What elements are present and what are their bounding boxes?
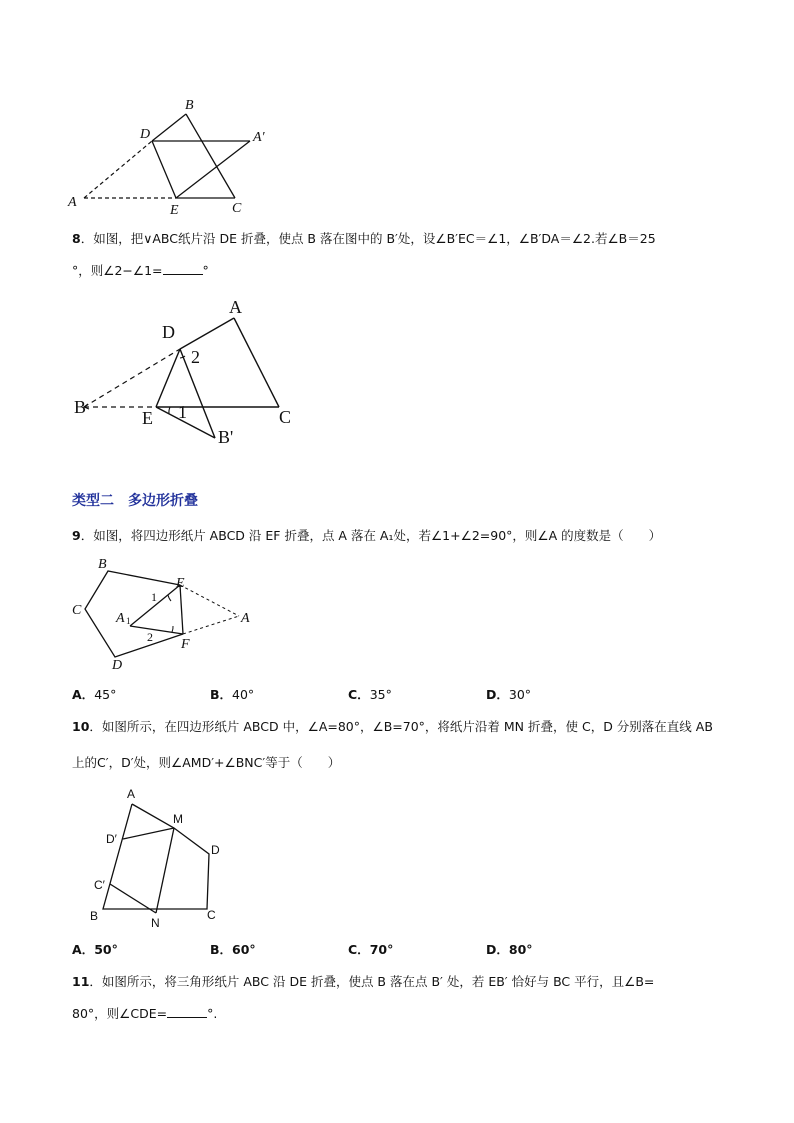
label-E: E — [142, 408, 153, 428]
label-D: D — [162, 322, 175, 342]
label-M: M — [173, 812, 183, 826]
label-A-prime: A′ — [253, 130, 265, 145]
q11-text-line2: 80°，则∠CDE= °. — [72, 1006, 218, 1021]
label-angle-1: 1 — [178, 402, 187, 422]
label-C: C — [279, 407, 292, 427]
label-F: F — [181, 637, 190, 652]
label-C: C — [72, 603, 82, 618]
label-A1-subscript: 1 — [126, 616, 131, 626]
q10-choice-a[interactable]: A．50° — [72, 942, 118, 957]
q9-choice-a[interactable]: A．45° — [72, 687, 117, 702]
q8-number: 8 — [72, 231, 81, 246]
q9-choice-b[interactable]: B．40° — [210, 687, 255, 702]
q11-number: 11 — [72, 974, 90, 989]
label-B: B — [74, 397, 87, 417]
label-N: N — [151, 916, 160, 930]
q10-text-line1: 10．如图所示，在四边形纸片 ABCD 中，∠A=80°，∠B=70°，将纸片沿着 MN 折叠，使 C，D 分别落在直线 AB — [72, 719, 713, 734]
q10-choice-b[interactable]: B．60° — [210, 942, 256, 957]
figure-q8 — [72, 296, 302, 451]
label-A: A — [68, 195, 77, 210]
section-heading: 类型二 多边形折叠 — [72, 493, 198, 509]
label-B-prime: B' — [218, 427, 234, 447]
figure-q9 — [68, 556, 268, 674]
label-D: D — [140, 127, 151, 142]
q11-text-line1: 11．如图所示，将三角形纸片 ABC 沿 DE 折叠，使点 B 落在点 B′ 处，若 EB′ 恰好与 BC 平行，且∠B= — [72, 974, 655, 989]
label-C: C — [207, 908, 216, 922]
label-B: B — [90, 909, 99, 923]
label-D: D — [211, 843, 220, 857]
label-angle-2: 2 — [191, 347, 200, 367]
figure-q10 — [86, 785, 236, 930]
q8-text-line1: 8．如图，把∨ABC纸片沿 DE 折叠，使点 B 落在图中的 B′处，设∠B′EC＝∠1，∠B′DA＝∠2.若∠B＝25 — [72, 231, 656, 246]
label-B: B — [185, 98, 194, 113]
q10-choice-d[interactable]: D．80° — [486, 942, 533, 957]
q9-number: 9 — [72, 528, 81, 543]
label-E: E — [176, 576, 185, 591]
label-C: C — [232, 201, 242, 216]
q9-text: 9．如图，将四边形纸片 ABCD 沿 EF 折叠，点 A 落在 A₁处，若∠1+∠2=90°，则∠A 的度数是（ ） — [72, 528, 662, 543]
label-A: A — [229, 297, 242, 317]
label-A1: A — [116, 611, 125, 626]
label-A: A — [241, 611, 250, 626]
label-angle-2: 2 — [147, 630, 153, 644]
q10-choice-c[interactable]: C．70° — [348, 942, 394, 957]
q10-number: 10 — [72, 719, 90, 734]
label-angle-1: 1 — [151, 590, 157, 604]
q10-text-line2: 上的C′，D′处，则∠AMD′+∠BNC′等于（ ） — [72, 755, 341, 770]
label-B: B — [98, 557, 107, 572]
figure-fold-triangle-top — [60, 95, 290, 220]
q9-choice-d[interactable]: D．30° — [486, 687, 532, 702]
label-A: A — [127, 787, 136, 801]
q9-choice-c[interactable]: C．35° — [348, 687, 392, 702]
label-D-prime: D′ — [106, 832, 117, 846]
label-D: D — [112, 658, 123, 673]
label-C-prime: C′ — [94, 878, 105, 892]
q8-answer-blank[interactable] — [163, 262, 203, 275]
label-E: E — [170, 203, 179, 218]
q11-answer-blank[interactable] — [167, 1005, 207, 1018]
q8-text-line2: °，则∠2−∠1= ° — [72, 263, 209, 278]
